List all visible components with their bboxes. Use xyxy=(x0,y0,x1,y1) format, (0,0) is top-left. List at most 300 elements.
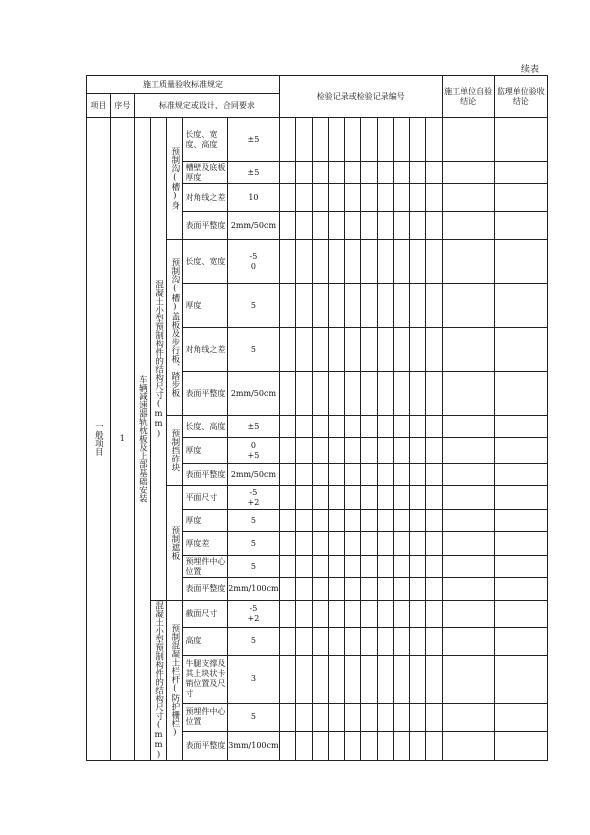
supervision-conclusion-cell[interactable] xyxy=(494,184,547,212)
record-cell[interactable] xyxy=(296,284,312,328)
record-cell[interactable] xyxy=(296,328,312,372)
supervision-conclusion-cell[interactable] xyxy=(494,416,547,438)
record-cell[interactable] xyxy=(410,372,426,416)
check-item: 厚度差 xyxy=(183,532,227,556)
record-cell[interactable] xyxy=(296,510,312,532)
record-cell[interactable] xyxy=(377,240,393,284)
supervision-conclusion-cell[interactable] xyxy=(494,486,547,510)
record-cell[interactable] xyxy=(426,486,442,510)
record-cell[interactable] xyxy=(377,532,393,556)
supervision-conclusion-cell[interactable] xyxy=(494,240,547,284)
record-cell[interactable] xyxy=(328,578,344,601)
record-cell[interactable] xyxy=(280,704,296,731)
record-cell[interactable] xyxy=(361,601,377,628)
supervision-conclusion-cell[interactable] xyxy=(494,372,547,416)
record-cell[interactable] xyxy=(312,578,328,601)
construction-conclusion-cell[interactable] xyxy=(442,628,494,655)
record-cell[interactable] xyxy=(377,510,393,532)
check-item: 长度、宽度、高度 xyxy=(183,118,227,162)
record-cell[interactable] xyxy=(328,438,344,464)
record-cell[interactable] xyxy=(377,438,393,464)
record-cell[interactable] xyxy=(345,578,361,601)
record-cell[interactable] xyxy=(328,162,344,184)
record-cell[interactable] xyxy=(328,240,344,284)
check-item: 高度 xyxy=(183,628,227,655)
record-cell[interactable] xyxy=(328,372,344,416)
record-cell[interactable] xyxy=(345,372,361,416)
standard-value: 5 xyxy=(227,284,279,328)
record-cell[interactable] xyxy=(328,510,344,532)
record-cell[interactable] xyxy=(328,416,344,438)
record-cell[interactable] xyxy=(410,184,426,212)
record-cell[interactable] xyxy=(312,118,328,162)
construction-conclusion-cell[interactable] xyxy=(442,486,494,510)
record-cell[interactable] xyxy=(393,532,409,556)
record-cell[interactable] xyxy=(410,578,426,601)
record-cell[interactable] xyxy=(426,655,442,704)
record-cell[interactable] xyxy=(312,601,328,628)
record-cell[interactable] xyxy=(426,416,442,438)
check-item: 预埋件中心位置 xyxy=(183,704,227,731)
record-cell[interactable] xyxy=(296,372,312,416)
record-cell[interactable] xyxy=(377,372,393,416)
construction-conclusion-cell[interactable] xyxy=(442,510,494,532)
record-cell[interactable] xyxy=(280,510,296,532)
record-cell[interactable] xyxy=(426,628,442,655)
supervision-conclusion-cell[interactable] xyxy=(494,212,547,240)
standard-value: 2mm/100cm xyxy=(227,578,279,601)
record-cell[interactable] xyxy=(361,372,377,416)
record-cell[interactable] xyxy=(377,464,393,486)
record-cell[interactable] xyxy=(426,372,442,416)
record-cell[interactable] xyxy=(296,731,312,760)
record-cell[interactable] xyxy=(361,118,377,162)
construction-conclusion-cell[interactable] xyxy=(442,240,494,284)
record-cell[interactable] xyxy=(361,486,377,510)
record-cell[interactable] xyxy=(345,162,361,184)
record-cell[interactable] xyxy=(345,532,361,556)
record-cell[interactable] xyxy=(280,438,296,464)
record-cell[interactable] xyxy=(296,184,312,212)
record-cell[interactable] xyxy=(328,628,344,655)
record-cell[interactable] xyxy=(361,510,377,532)
record-cell[interactable] xyxy=(361,628,377,655)
record-cell[interactable] xyxy=(361,162,377,184)
record-cell[interactable] xyxy=(312,162,328,184)
record-cell[interactable] xyxy=(280,372,296,416)
record-cell[interactable] xyxy=(361,416,377,438)
record-cell[interactable] xyxy=(280,655,296,704)
record-cell[interactable] xyxy=(328,464,344,486)
construction-conclusion-cell[interactable] xyxy=(442,464,494,486)
record-cell[interactable] xyxy=(296,212,312,240)
record-cell[interactable] xyxy=(312,416,328,438)
record-cell[interactable] xyxy=(312,212,328,240)
record-cell[interactable] xyxy=(345,118,361,162)
record-cell[interactable] xyxy=(296,464,312,486)
record-cell[interactable] xyxy=(426,532,442,556)
record-cell[interactable] xyxy=(426,184,442,212)
record-cell[interactable] xyxy=(296,438,312,464)
supervision-conclusion-cell[interactable] xyxy=(494,328,547,372)
standard-value: 5 xyxy=(227,556,279,578)
record-cell[interactable] xyxy=(393,118,409,162)
record-cell[interactable] xyxy=(410,556,426,578)
record-cell[interactable] xyxy=(328,601,344,628)
supervision-conclusion-cell[interactable] xyxy=(494,556,547,578)
record-cell[interactable] xyxy=(328,184,344,212)
record-cell[interactable] xyxy=(345,240,361,284)
record-cell[interactable] xyxy=(296,486,312,510)
record-cell[interactable] xyxy=(410,328,426,372)
standard-group-header: 施工质量验收标准规定 xyxy=(87,76,280,94)
standard-value: 5 xyxy=(227,628,279,655)
record-cell[interactable] xyxy=(377,118,393,162)
record-cell[interactable] xyxy=(393,704,409,731)
record-cell[interactable] xyxy=(312,438,328,464)
record-cell[interactable] xyxy=(377,162,393,184)
record-cell[interactable] xyxy=(410,532,426,556)
construction-conclusion-cell[interactable] xyxy=(442,655,494,704)
record-cell[interactable] xyxy=(377,184,393,212)
record-cell[interactable] xyxy=(377,731,393,760)
record-cell[interactable] xyxy=(328,328,344,372)
record-cell[interactable] xyxy=(426,464,442,486)
check-item: 表面平整度 xyxy=(183,464,227,486)
construction-conclusion-cell[interactable] xyxy=(442,372,494,416)
record-cell[interactable] xyxy=(426,510,442,532)
check-item: 对角线之差 xyxy=(183,328,227,372)
record-cell[interactable] xyxy=(361,655,377,704)
record-cell[interactable] xyxy=(345,284,361,328)
standard-value: 5 xyxy=(227,532,279,556)
construction-conclusion-cell[interactable] xyxy=(442,416,494,438)
supervision-conclusion-cell[interactable] xyxy=(494,438,547,464)
standard-value: 2mm/50cm xyxy=(227,464,279,486)
record-cell[interactable] xyxy=(377,556,393,578)
header-row-1 xyxy=(87,76,548,94)
record-cell[interactable] xyxy=(280,731,296,760)
record-cell[interactable] xyxy=(361,578,377,601)
seq-cell: 1 xyxy=(110,118,134,761)
construction-conclusion-cell[interactable] xyxy=(442,118,494,162)
record-cell[interactable] xyxy=(312,328,328,372)
record-cell[interactable] xyxy=(312,240,328,284)
record-cell[interactable] xyxy=(296,532,312,556)
record-cell[interactable] xyxy=(312,486,328,510)
record-cell[interactable] xyxy=(280,486,296,510)
record-cell[interactable] xyxy=(361,240,377,284)
record-cell[interactable] xyxy=(312,532,328,556)
record-cell[interactable] xyxy=(345,438,361,464)
record-cell[interactable] xyxy=(296,118,312,162)
construction-conclusion-cell[interactable] xyxy=(442,284,494,328)
record-header: 检验记录或检验记录编号 xyxy=(280,76,443,118)
construction-conclusion-cell[interactable] xyxy=(442,704,494,731)
record-cell[interactable] xyxy=(280,118,296,162)
group-main-cell: 车辆减速器轨枕板及上部基础安装 xyxy=(134,118,150,761)
record-cell[interactable] xyxy=(361,464,377,486)
record-cell[interactable] xyxy=(410,731,426,760)
supervision-conclusion-cell[interactable] xyxy=(494,704,547,731)
record-cell[interactable] xyxy=(377,212,393,240)
record-cell[interactable] xyxy=(345,601,361,628)
record-cell[interactable] xyxy=(410,240,426,284)
standard-value: ±5 xyxy=(227,162,279,184)
standard-value: 5 xyxy=(227,328,279,372)
standard-value: 3mm/100cm xyxy=(227,731,279,760)
record-cell[interactable] xyxy=(410,416,426,438)
record-cell[interactable] xyxy=(312,704,328,731)
record-cell[interactable] xyxy=(426,556,442,578)
record-cell[interactable] xyxy=(312,510,328,532)
project-cell: 一般项目 xyxy=(87,118,111,761)
record-cell[interactable] xyxy=(280,556,296,578)
record-cell[interactable] xyxy=(393,628,409,655)
record-cell[interactable] xyxy=(361,212,377,240)
record-cell[interactable] xyxy=(296,704,312,731)
record-cell[interactable] xyxy=(393,510,409,532)
supervision-conclusion-cell[interactable] xyxy=(494,731,547,760)
record-cell[interactable] xyxy=(393,416,409,438)
subgroup-g4-cell: 预制遮板 xyxy=(167,486,183,601)
inspection-table xyxy=(86,75,548,761)
construction-conclusion-cell[interactable] xyxy=(442,212,494,240)
standard-value: 0 +5 xyxy=(227,438,279,464)
construction-conclusion-cell[interactable] xyxy=(442,532,494,556)
record-cell[interactable] xyxy=(426,578,442,601)
record-cell[interactable] xyxy=(296,240,312,284)
record-cell[interactable] xyxy=(280,162,296,184)
record-cell[interactable] xyxy=(393,328,409,372)
check-item: 预埋件中心位置 xyxy=(183,556,227,578)
record-cell[interactable] xyxy=(312,464,328,486)
record-cell[interactable] xyxy=(312,284,328,328)
construction-conclusion-cell[interactable] xyxy=(442,578,494,601)
check-item: 牛腿支撑及其上块状卡销位置及尺寸 xyxy=(183,655,227,704)
record-cell[interactable] xyxy=(345,486,361,510)
record-cell[interactable] xyxy=(345,704,361,731)
check-item: 截面尺寸 xyxy=(183,601,227,628)
record-cell[interactable] xyxy=(296,601,312,628)
supervision-conclusion-cell[interactable] xyxy=(494,578,547,601)
record-cell[interactable] xyxy=(377,328,393,372)
subgroup-g2-cell: 预制沟(槽)盖板及步行板、踏步板 xyxy=(167,240,183,416)
record-cell[interactable] xyxy=(312,655,328,704)
record-cell[interactable] xyxy=(377,486,393,510)
record-cell[interactable] xyxy=(393,655,409,704)
record-cell[interactable] xyxy=(393,601,409,628)
record-cell[interactable] xyxy=(410,438,426,464)
record-cell[interactable] xyxy=(410,464,426,486)
record-cell[interactable] xyxy=(296,628,312,655)
record-cell[interactable] xyxy=(410,162,426,184)
record-cell[interactable] xyxy=(377,628,393,655)
supervision-conclusion-cell[interactable] xyxy=(494,628,547,655)
supervision-conclusion-cell[interactable] xyxy=(494,464,547,486)
record-cell[interactable] xyxy=(345,184,361,212)
record-cell[interactable] xyxy=(393,212,409,240)
standard-value: 2mm/50cm xyxy=(227,372,279,416)
record-cell[interactable] xyxy=(426,118,442,162)
record-cell[interactable] xyxy=(377,704,393,731)
record-cell[interactable] xyxy=(312,556,328,578)
record-cell[interactable] xyxy=(312,372,328,416)
record-cell[interactable] xyxy=(410,284,426,328)
record-cell[interactable] xyxy=(426,162,442,184)
standard-value: ±5 xyxy=(227,416,279,438)
record-cell[interactable] xyxy=(377,578,393,601)
record-cell[interactable] xyxy=(345,556,361,578)
record-cell[interactable] xyxy=(328,212,344,240)
record-cell[interactable] xyxy=(410,601,426,628)
supervision-conclusion-cell[interactable] xyxy=(494,510,547,532)
standard-value: -5 0 xyxy=(227,240,279,284)
check-item: 表面平整度 xyxy=(183,578,227,601)
standard-value: 5 xyxy=(227,704,279,731)
record-cell[interactable] xyxy=(393,240,409,284)
record-cell[interactable] xyxy=(377,601,393,628)
record-cell[interactable] xyxy=(296,578,312,601)
record-cell[interactable] xyxy=(361,704,377,731)
supervision-conclusion-cell[interactable] xyxy=(494,601,547,628)
record-cell[interactable] xyxy=(393,372,409,416)
record-cell[interactable] xyxy=(328,486,344,510)
record-cell[interactable] xyxy=(345,510,361,532)
check-item: 槽壁及底板厚度 xyxy=(183,162,227,184)
record-cell[interactable] xyxy=(393,184,409,212)
record-cell[interactable] xyxy=(280,212,296,240)
record-cell[interactable] xyxy=(361,731,377,760)
supervision-conclusion-cell[interactable] xyxy=(494,284,547,328)
record-cell[interactable] xyxy=(410,118,426,162)
record-cell[interactable] xyxy=(280,184,296,212)
check-item: 平面尺寸 xyxy=(183,486,227,510)
record-cell[interactable] xyxy=(345,212,361,240)
record-cell[interactable] xyxy=(410,655,426,704)
check-item: 厚度 xyxy=(183,438,227,464)
record-cell[interactable] xyxy=(280,328,296,372)
record-cell[interactable] xyxy=(426,438,442,464)
record-cell[interactable] xyxy=(328,655,344,704)
record-cell[interactable] xyxy=(426,328,442,372)
record-cell[interactable] xyxy=(345,328,361,372)
record-cell[interactable] xyxy=(426,240,442,284)
record-cell[interactable] xyxy=(280,628,296,655)
record-cell[interactable] xyxy=(296,416,312,438)
record-cell[interactable] xyxy=(296,162,312,184)
supervision-conclusion-cell[interactable] xyxy=(494,162,547,184)
record-cell[interactable] xyxy=(361,328,377,372)
check-item: 表面平整度 xyxy=(183,372,227,416)
standard-value: -5 +2 xyxy=(227,486,279,510)
record-cell[interactable] xyxy=(312,184,328,212)
continuation-label: 续表 xyxy=(521,65,540,75)
record-cell[interactable] xyxy=(328,118,344,162)
record-cell[interactable] xyxy=(361,438,377,464)
record-cell[interactable] xyxy=(426,731,442,760)
construction-conclusion-cell[interactable] xyxy=(442,731,494,760)
record-cell[interactable] xyxy=(280,464,296,486)
record-cell[interactable] xyxy=(296,556,312,578)
record-cell[interactable] xyxy=(361,184,377,212)
standard-value: 5 xyxy=(227,510,279,532)
record-cell[interactable] xyxy=(345,655,361,704)
record-cell[interactable] xyxy=(393,162,409,184)
record-cell[interactable] xyxy=(393,578,409,601)
record-cell[interactable] xyxy=(361,532,377,556)
record-cell[interactable] xyxy=(345,464,361,486)
record-cell[interactable] xyxy=(361,284,377,328)
record-cell[interactable] xyxy=(280,578,296,601)
project-col-header: 项目 xyxy=(87,94,111,118)
record-cell[interactable] xyxy=(426,601,442,628)
record-cell[interactable] xyxy=(393,556,409,578)
record-cell[interactable] xyxy=(426,212,442,240)
record-cell[interactable] xyxy=(410,628,426,655)
construction-conclusion-cell[interactable] xyxy=(442,162,494,184)
record-cell[interactable] xyxy=(328,731,344,760)
table-row xyxy=(87,118,548,162)
record-cell[interactable] xyxy=(280,532,296,556)
supervision-conclusion-cell[interactable] xyxy=(494,655,547,704)
record-cell[interactable] xyxy=(377,284,393,328)
standard-value: 10 xyxy=(227,184,279,212)
record-cell[interactable] xyxy=(377,416,393,438)
check-item: 对角线之差 xyxy=(183,184,227,212)
record-cell[interactable] xyxy=(393,486,409,510)
record-cell[interactable] xyxy=(410,212,426,240)
supervision-conclusion-cell[interactable] xyxy=(494,118,547,162)
record-cell[interactable] xyxy=(328,284,344,328)
record-cell[interactable] xyxy=(312,731,328,760)
supervision-conclusion-cell[interactable] xyxy=(494,532,547,556)
record-cell[interactable] xyxy=(328,704,344,731)
record-cell[interactable] xyxy=(410,486,426,510)
record-cell[interactable] xyxy=(377,655,393,704)
construction-conclusion-cell[interactable] xyxy=(442,556,494,578)
record-cell[interactable] xyxy=(393,731,409,760)
subgroup-g1-cell: 预制沟(槽)身 xyxy=(167,118,183,240)
record-cell[interactable] xyxy=(328,532,344,556)
record-cell[interactable] xyxy=(280,284,296,328)
record-cell[interactable] xyxy=(410,510,426,532)
record-cell[interactable] xyxy=(280,416,296,438)
subgroup-g5-cell: 预制混凝土栏杆(防护栅栏) xyxy=(167,601,183,761)
record-cell[interactable] xyxy=(426,704,442,731)
record-cell[interactable] xyxy=(280,240,296,284)
construction-conclusion-cell[interactable] xyxy=(442,601,494,628)
record-cell[interactable] xyxy=(312,628,328,655)
record-cell[interactable] xyxy=(393,464,409,486)
record-cell[interactable] xyxy=(393,438,409,464)
section-a-cell: 混凝土小型预制构件的结构尺寸(mm) xyxy=(150,118,166,601)
record-cell[interactable] xyxy=(393,284,409,328)
construction-conclusion-cell[interactable] xyxy=(442,438,494,464)
construction-conclusion-cell[interactable] xyxy=(442,184,494,212)
record-cell[interactable] xyxy=(345,416,361,438)
record-cell[interactable] xyxy=(296,655,312,704)
record-cell[interactable] xyxy=(345,731,361,760)
record-cell[interactable] xyxy=(345,628,361,655)
record-cell[interactable] xyxy=(280,601,296,628)
record-cell[interactable] xyxy=(426,284,442,328)
construction-conclusion-cell[interactable] xyxy=(442,328,494,372)
record-cell[interactable] xyxy=(328,556,344,578)
record-cell[interactable] xyxy=(361,556,377,578)
check-item: 表面平整度 xyxy=(183,212,227,240)
record-cell[interactable] xyxy=(410,704,426,731)
